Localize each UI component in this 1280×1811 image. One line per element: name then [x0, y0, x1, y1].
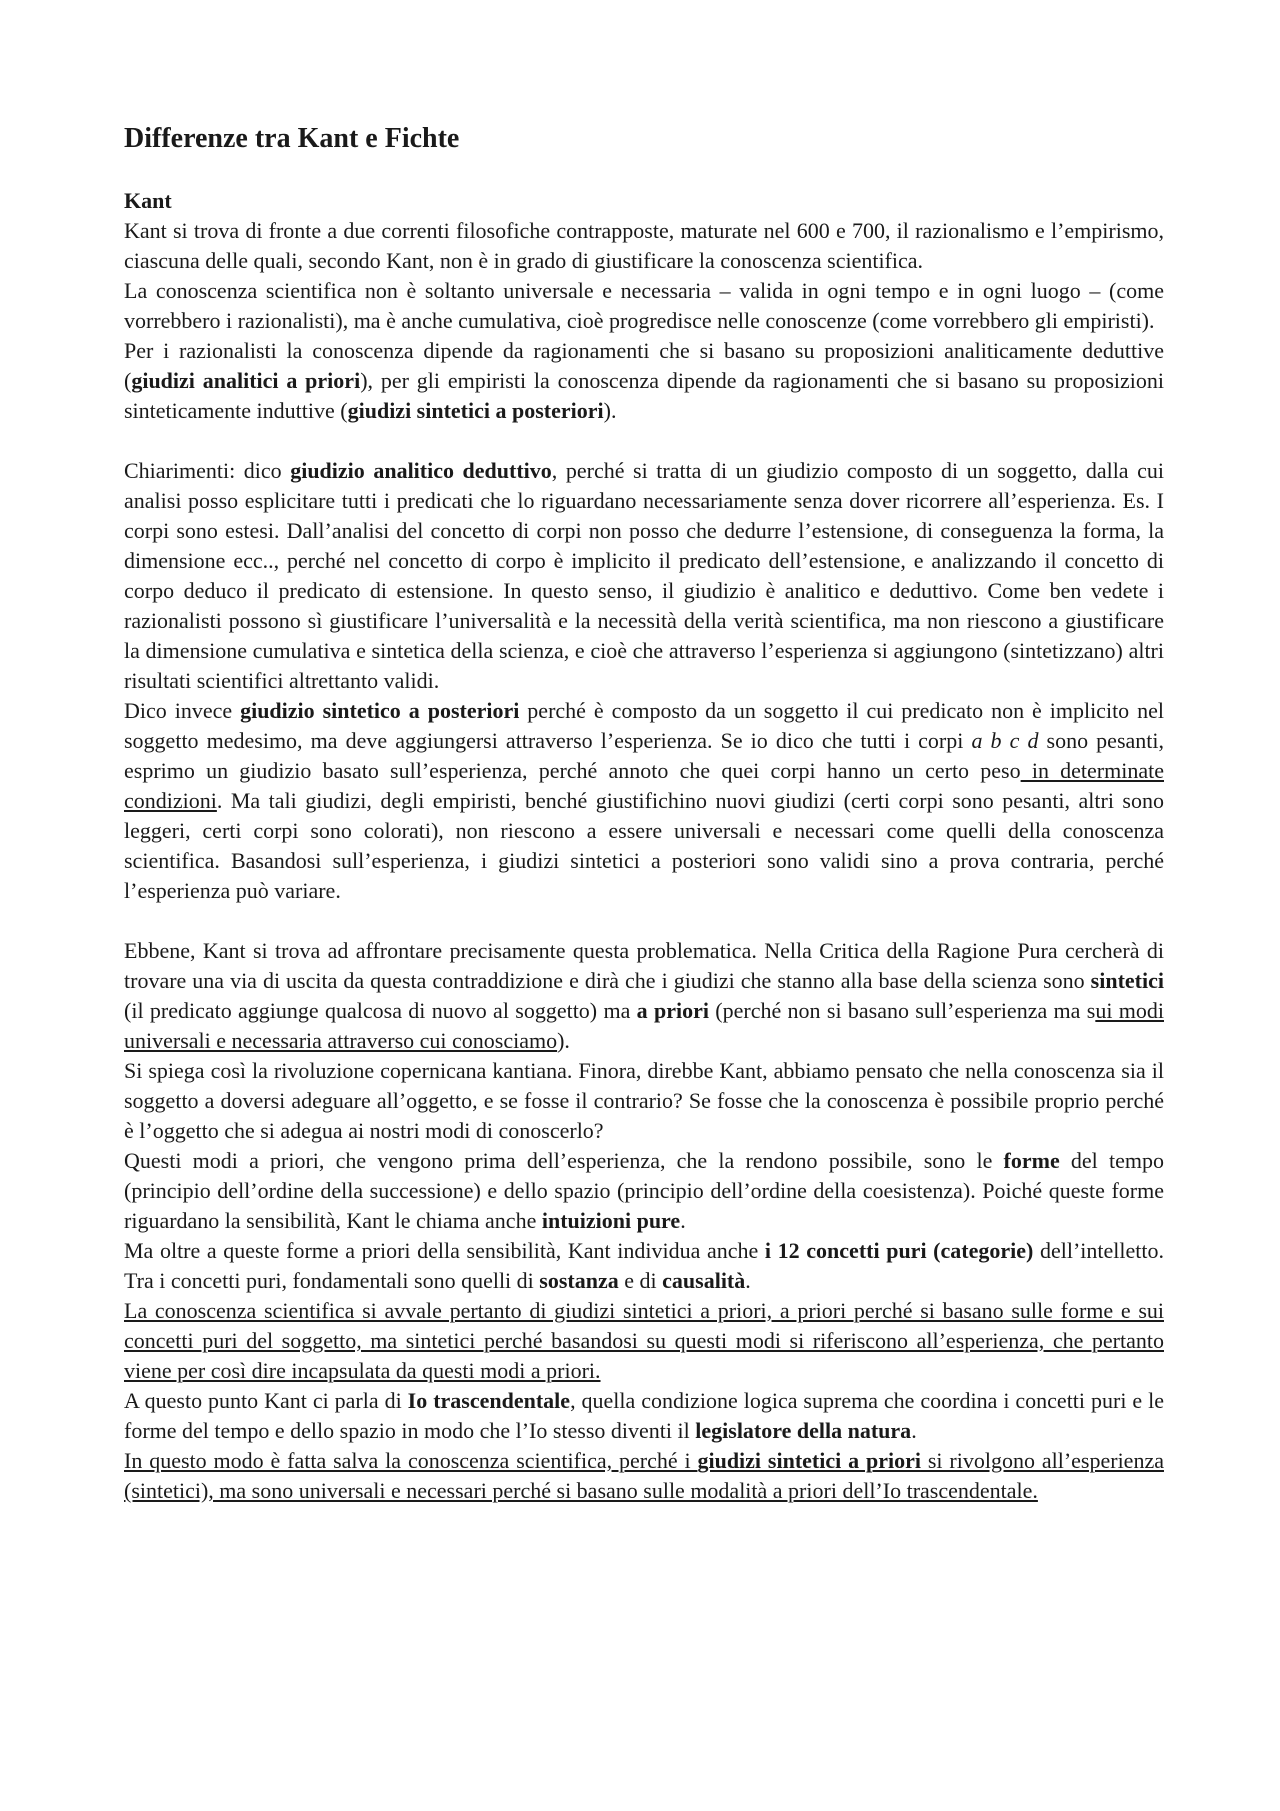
- paragraph-analytic-judgment: Chiarimenti: dico giudizio analitico deduttivo, perché si tratta di un giudizio composto di un soggetto, dalla cui analisi posso esplicitare tutti i predicati che lo riguardano necessariamente senza dover ricorrere all’esperienza. Es. I corpi sono estesi. Dall’analisi del concetto di corpi non posso che dedurre l’estensione, di conseguenza la forma, la dimensione ecc.., perché nel concetto di corpo è implicito il predicato dell’estensione, e analizzando il concetto di corpo deduco il predicato di estensione. In questo senso, il giudizio è analitico e deduttivo. Come ben vedete i razionalisti possono sì giustificare l’universalità e la necessità della verità scientifica, ma non riescono a giustificare la dimensione cumulativa e sintetica della scienza, e cioè che attraverso l’esperienza si aggiungono (sintetizzano) altri risultati scientifici altrettanto validi.: [124, 458, 1164, 693]
- section-heading-kant: Kant: [124, 188, 172, 213]
- paragraph-categories: Ma oltre a queste forme a priori della sensibilità, Kant individua anche i 12 concetti puri (categorie) dell’intelletto. Tra i concetti puri, fondamentali sono quelli di sostanza e di causalità.: [124, 1238, 1164, 1293]
- spacer: [124, 426, 1164, 456]
- paragraph-rationalists-empiricists: Per i razionalisti la conoscenza dipende da ragionamenti che si basano su proposizioni analiticamente deduttive (giudizi analitici a priori), per gli empiristi la conoscenza dipende da ragionamenti che si basano su proposizioni sinteticamente induttive (giudizi sintetici a posteriori).: [124, 338, 1165, 423]
- paragraph-scientific-knowledge: La conoscenza scientifica non è soltanto universale e necessaria – valida in ogni tempo e in ogni luogo – (come vorrebbero i razionalisti), ma è anche cumulativa, cioè progredisce nelle conoscenze (come vorrebbero gli empiristi).: [124, 278, 1164, 333]
- paragraph-synthetic-judgment: Dico invece giudizio sintetico a posteriori perché è composto da un soggetto il cui predicato non è implicito nel soggetto medesimo, ma deve aggiungersi attraverso l’esperienza. Se io dico che tutti i corpi a b c d sono pesanti, esprimo un giudizio basato sull’esperienza, perché annoto che quei corpi hanno un certo peso in determinate condizioni. Ma tali giudizi, degli empiristi, benché giustifichino nuovi giudizi (certi corpi sono pesanti, altri sono leggeri, certi corpi sono colorati), non riescono a essere universali e necessari come quelli della conoscenza scientifica. Basandosi sull’esperienza, i giudizi sintetici a posteriori sono validi sino a prova contraria, perché l’esperienza può variare.: [124, 698, 1165, 903]
- document-page: [124, 122, 1164, 1506]
- paragraph-forms: Questi modi a priori, che vengono prima dell’esperienza, che la rendono possibile, sono le forme del tempo (principio dell’ordine della successione) e dello spazio (principio dell’ordine della coesistenza). Poiché queste forme riguardano la sensibilità, Kant le chiama anche intuizioni pure.: [124, 1148, 1164, 1233]
- paragraph-kant-problem: Ebbene, Kant si trova ad affrontare precisamente questa problematica. Nella Critica della Ragione Pura cercherà di trovare una via di uscita da questa contraddizione e dirà che i giudizi che stanno alla base della scienza sono sintetici (il predicato aggiunge qualcosa di nuovo al soggetto) ma a priori (perché non si basano sull’esperienza ma sui modi universali e necessaria attraverso cui conosciamo).: [124, 938, 1164, 1053]
- paragraph-conclusion: In questo modo è fatta salva la conoscenza scientifica, perché i giudizi sintetici a priori si rivolgono all’esperienza (sintetici), ma sono universali e necessari perché si basano sulle modalità a priori dell’Io trascendentale.: [124, 1448, 1164, 1503]
- spacer: [124, 906, 1164, 936]
- paragraph-synthetic-a-priori: La conoscenza scientifica si avvale pertanto di giudizi sintetici a priori, a priori perché si basano sulle forme e sui concetti puri del soggetto, ma sintetici perché basandosi su questi modi si riferiscono all’esperienza, che pertanto viene per così dire incapsulata da questi modi a priori.: [124, 1298, 1164, 1383]
- paragraph-copernican-revolution: Si spiega così la rivoluzione copernicana kantiana. Finora, direbbe Kant, abbiamo pensato che nella conoscenza sia il soggetto a doversi adeguare all’oggetto, e se fosse il contrario? Se fosse che la conoscenza è possibile proprio perché è l’oggetto che si adegua ai nostri modi di conoscerlo?: [124, 1058, 1164, 1143]
- document-title: Differenze tra Kant e Fichte: [124, 123, 460, 154]
- paragraph-intro: Kant si trova di fronte a due correnti filosofiche contrapposte, maturate nel 600 e 700, il razionalismo e l’empirismo, ciascuna delle quali, secondo Kant, non è in grado di giustificare la conoscenza scientifica.: [124, 218, 1164, 273]
- paragraph-transcendental-ego: A questo punto Kant ci parla di Io trascendentale, quella condizione logica suprema che coordina i concetti puri e le forme del tempo e dello spazio in modo che l’Io stesso diventi il legislatore della natura.: [124, 1388, 1164, 1443]
